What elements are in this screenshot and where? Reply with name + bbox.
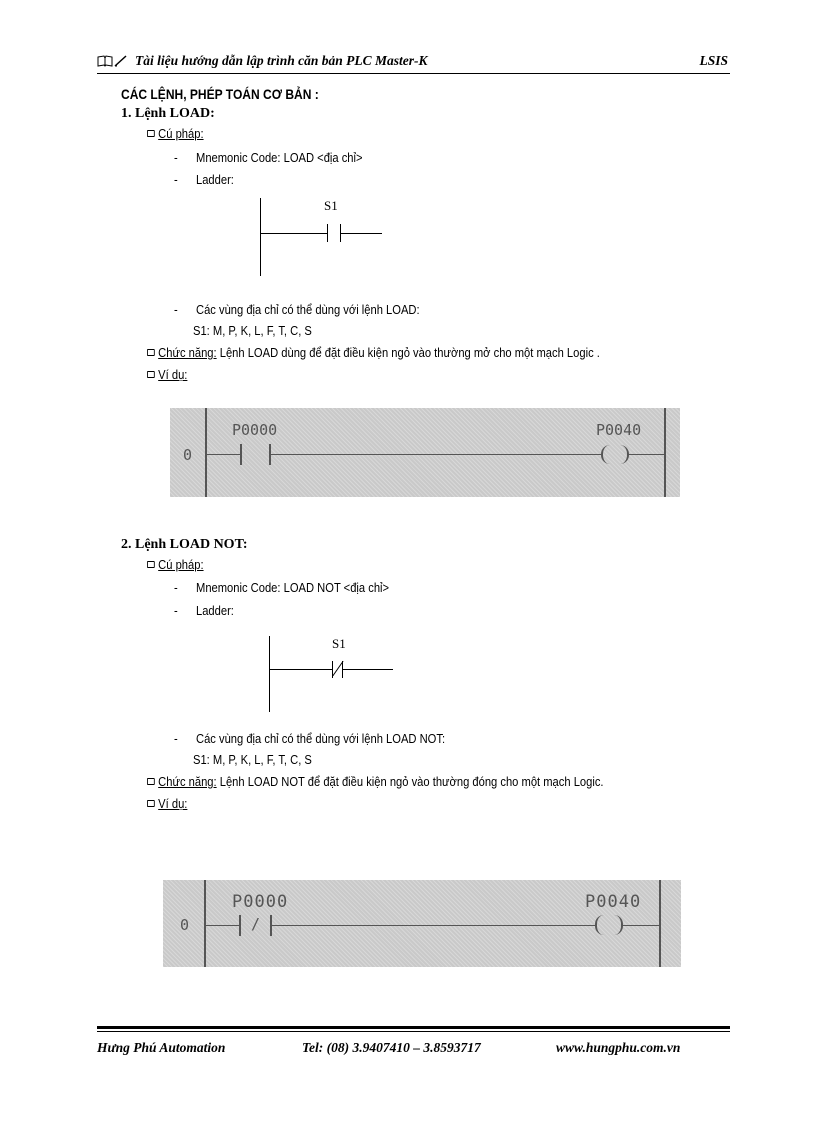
rung-wire	[272, 925, 595, 926]
contact-address: P0000	[232, 892, 289, 912]
load-not-function	[147, 774, 604, 789]
load-ladder-label: Ladder:	[196, 172, 234, 187]
contact-address: P0000	[232, 421, 278, 439]
page-header	[97, 52, 730, 72]
bullet-icon	[147, 800, 155, 807]
step-number: 0	[180, 916, 190, 934]
footer-website[interactable]: www.hungphu.com.vn	[556, 1040, 681, 1055]
load-function	[147, 345, 600, 360]
rung-wire	[271, 454, 601, 455]
load-mnemonic: Mnemonic Code: LOAD <địa chỉ>	[196, 150, 363, 165]
coil-symbol	[601, 445, 629, 464]
footer-tel: Tel: (08) 3.9407410 – 3.8593717	[302, 1040, 481, 1055]
section-title: CÁC LỆNH, PHÉP TOÁN CƠ BẢN :	[121, 86, 319, 102]
header-rule	[97, 73, 730, 74]
load-areas-dash: -	[174, 302, 178, 317]
nc-mark: /	[251, 915, 261, 933]
load-not-example-label	[147, 796, 187, 811]
contact-left-bar	[327, 224, 328, 242]
rung-wire	[207, 454, 240, 455]
contact-label: S1	[332, 636, 346, 651]
left-rail	[205, 408, 207, 497]
load-mnemonic-dash: -	[174, 150, 178, 165]
coil-address: P0040	[585, 892, 642, 912]
load-not-heading: 2. Lệnh LOAD NOT:	[121, 537, 248, 552]
load-not-ladder-dash: -	[174, 603, 178, 618]
load-not-areas-line: Các vùng địa chỉ có thể dùng với lệnh LOAD NOT:	[196, 731, 446, 746]
bullet-icon	[147, 561, 155, 568]
load-not-mnemonic: Mnemonic Code: LOAD NOT <địa chỉ>	[196, 580, 390, 595]
rung-line-left	[269, 669, 332, 670]
contact-left	[240, 444, 242, 465]
bullet-icon	[147, 349, 155, 356]
footer-company: Hưng Phú Automation	[97, 1040, 226, 1055]
load-function-text: Lệnh LOAD dùng để đặt điều kiện ngỏ vào thường mở cho một mạch Logic .	[216, 345, 600, 360]
load-not-syntax-text: Cú pháp:	[158, 557, 204, 572]
load-syntax-label	[147, 126, 204, 141]
coil-address: P0040	[596, 421, 642, 439]
step-number: 0	[183, 446, 193, 464]
power-rail	[269, 636, 270, 712]
bullet-icon	[147, 371, 155, 378]
rung-line-left	[260, 233, 327, 234]
load-not-areas-dash: -	[174, 731, 178, 746]
load-areas-values: S1: M, P, K, L, F, T, C, S	[193, 323, 312, 338]
load-example-label	[147, 367, 187, 382]
rung-line-right	[340, 233, 382, 234]
load-heading: 1. Lệnh LOAD:	[121, 106, 215, 121]
rung-wire	[629, 454, 664, 455]
footer-rule-thick	[97, 1026, 730, 1029]
load-syntax-text: Cú pháp:	[158, 126, 204, 141]
right-rail	[659, 880, 661, 967]
load-example-ladder	[170, 408, 680, 497]
contact-label: S1	[324, 198, 338, 213]
left-rail	[204, 880, 206, 967]
load-not-syntax-label	[147, 557, 204, 572]
book-pen-icon	[97, 55, 131, 67]
power-rail	[260, 198, 261, 276]
load-areas-line: Các vùng địa chỉ có thể dùng với lệnh LOAD:	[196, 302, 420, 317]
bullet-icon	[147, 778, 155, 785]
bullet-icon	[147, 130, 155, 137]
header-brand: LSIS	[699, 53, 728, 68]
load-not-ladder-diagram	[267, 634, 397, 712]
footer-rule-thin	[97, 1031, 730, 1032]
load-not-ladder-label: Ladder:	[196, 603, 234, 618]
load-not-example-text: Ví dụ:	[158, 796, 188, 811]
load-not-function-label: Chức năng:	[158, 774, 217, 789]
contact-left	[239, 915, 241, 936]
load-example-text: Ví dụ:	[158, 367, 188, 382]
load-ladder-dash: -	[174, 172, 178, 187]
load-not-mnemonic-dash: -	[174, 580, 178, 595]
rung-wire	[623, 925, 659, 926]
load-ladder-diagram	[258, 196, 388, 278]
load-not-function-text: Lệnh LOAD NOT để đặt điều kiện ngỏ vào thường đóng cho một mạch Logic.	[216, 774, 604, 789]
rung-line-right	[342, 669, 393, 670]
right-rail	[664, 408, 666, 497]
load-not-example-ladder	[163, 880, 681, 967]
header-title: Tài liệu hướng dẫn lập trình căn bản PLC Master-K	[135, 53, 428, 68]
rung-wire	[206, 925, 239, 926]
load-function-label: Chức năng:	[158, 345, 217, 360]
coil-symbol	[595, 915, 623, 935]
load-not-areas-values: S1: M, P, K, L, F, T, C, S	[193, 752, 312, 767]
